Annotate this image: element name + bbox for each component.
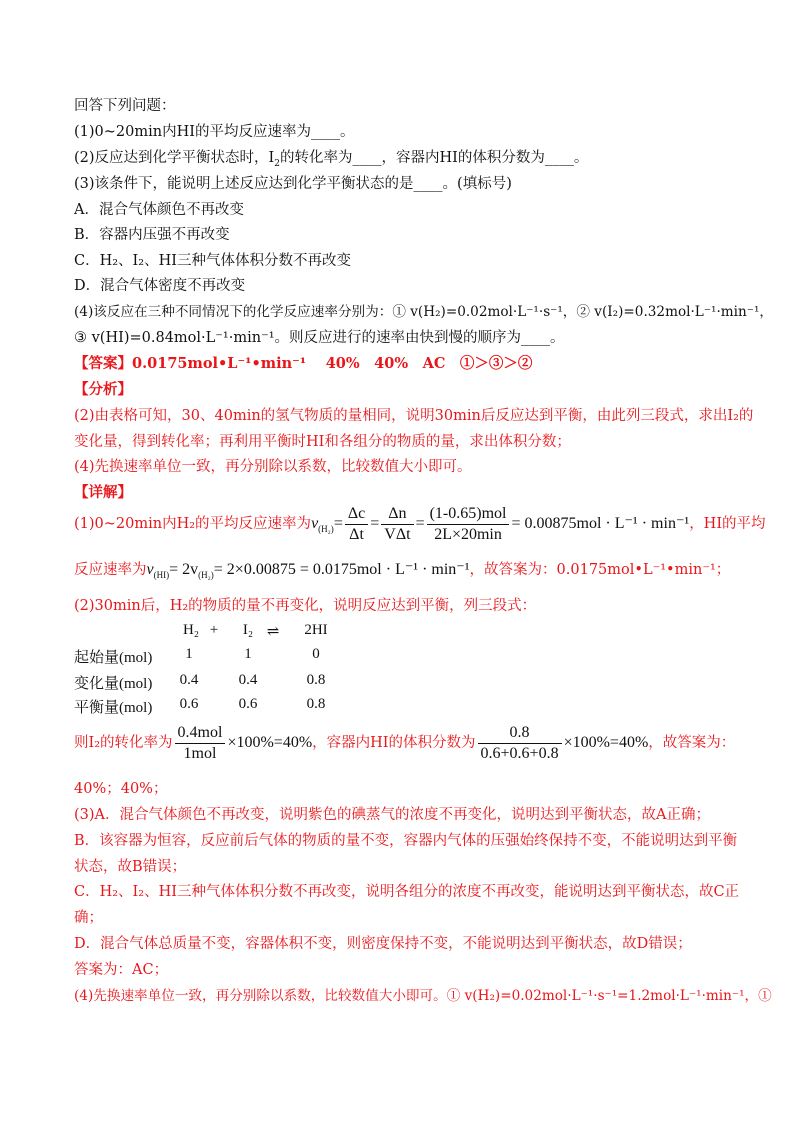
detail-rate-h2-suffix: ，HI的平均 bbox=[689, 516, 766, 532]
detail-line-p13: (4)先换速率单位一致，再分别除以系数，比较数值大小即可。① v(H₂)=0.02mol·L⁻¹·s⁻¹=1.2mol·L⁻¹·min⁻¹，① bbox=[74, 988, 772, 1004]
table-header-equilibrium-arrow: ⇌ bbox=[266, 624, 280, 640]
analysis-line-1: (2)由表格可知，30、40min的氢气物质的量相同，说明30min后反应达到平衡，由此列三段式，求出I₂的 bbox=[74, 408, 754, 424]
conversion-formula: $\frac{\text{0.4mol}}{\text{1mol}}$ ×100%=40% bbox=[173, 734, 313, 751]
question-2-part-b: 的转化率为____，容器内HI的体积分数为____。 bbox=[280, 150, 589, 166]
table-row-initial bbox=[74, 646, 474, 668]
question-4-line-1: (4)该反应在三种不同情况下的化学反应速率分别为：① v(H₂)=0.02mol·L⁻¹·s⁻¹，② v(I₂)=0.32mol·L⁻¹·min⁻¹， bbox=[74, 304, 773, 320]
detail-conversion-line bbox=[74, 722, 735, 764]
detail-line-p8: 状态，故B错误； bbox=[74, 859, 187, 875]
detail-rate-hi-line bbox=[74, 560, 730, 580]
detail-equilibrium-intro: (2)30min后，H₂的物质的量不再变化，说明反应达到平衡，列三段式： bbox=[74, 598, 537, 614]
table-header-plus: + bbox=[209, 622, 219, 638]
table-cell: 0 bbox=[312, 646, 320, 662]
question-3: (3)该条件下，能说明上述反应达到化学平衡状态的是____。(填标号) bbox=[74, 176, 512, 192]
detail-rate-hi-prefix: 反应速率为 bbox=[74, 562, 147, 578]
detail-rate-hi-suffix: ，故答案为：0.0175mol•L⁻¹•min⁻¹； bbox=[469, 562, 731, 578]
volume-fraction-formula: $\frac{0.8}{0.6+0.6+0.8}$ ×100%=40% bbox=[476, 734, 649, 751]
table-row-equilibrium bbox=[74, 696, 474, 718]
detail-header: 【详解】 bbox=[74, 484, 132, 501]
analysis-header: 【分析】 bbox=[74, 381, 132, 398]
table-cell: 0.8 bbox=[306, 696, 326, 712]
rate-formula-h2: $v_{(H_2)}=$ $\frac{\Delta c}{\Delta t}$ = $\frac{\Delta n}{\text{VΔt}}$ = $\frac{\text{(1-0.65)mol}}{2L\times 20\min}$ = 0.00875mol · L⁻¹ · min⁻¹ bbox=[311, 504, 690, 543]
analysis-line-3: (4)先换速率单位一致，再分别除以系数，比较数值大小即可。 bbox=[74, 459, 472, 475]
question-2-part-a: (2)反应达到化学平衡状态时，I bbox=[74, 150, 275, 166]
detail-line-p6: (3)A．混合气体颜色不再改变，说明紫色的碘蒸气的浓度不再变化，说明达到平衡状态，故A正确； bbox=[74, 807, 710, 823]
option-a: A．混合气体颜色不再改变 bbox=[74, 202, 244, 218]
table-row-label: 平衡量(mol) bbox=[74, 700, 153, 716]
table-cell: 0.6 bbox=[179, 696, 199, 712]
table-header-h2: H₂ bbox=[182, 622, 200, 638]
detail-conversion-suffix: ，故答案为： bbox=[648, 735, 736, 751]
detail-rate-h2-prefix: (1)0~20min内H₂的平均反应速率为 bbox=[74, 516, 312, 532]
table-cell: 1 bbox=[244, 646, 252, 662]
detail-line-p9: C．H₂、I₂、HI三种气体体积分数不再改变，说明各组分的浓度不再改变，能说明达到平衡状态，故C正 bbox=[74, 884, 740, 900]
option-b: B．容器内压强不再改变 bbox=[74, 227, 230, 243]
question-4-line-2: ③ v(HI)=0.84mol·L⁻¹·min⁻¹。则反应进行的速率由快到慢的顺序为____。 bbox=[74, 330, 565, 346]
rate-formula-hi: $v_{(HI)}= 2v_{(H_2)}= 2\times 0.00875 = 0.0175mol \cdot L^{-1} \cdot \min^{-1}$ bbox=[146, 561, 470, 581]
analysis-line-2: 变化量，得到转化率；再利用平衡时HI和各组分的物质的量，求出体积分数； bbox=[74, 434, 571, 450]
answer-line: 【答案】0.0175mol•L⁻¹•min⁻¹ 40% 40% AC ①＞③＞② bbox=[74, 355, 533, 372]
detail-line-p10: 确； bbox=[74, 910, 103, 926]
detail-conversion-mid: ，容器内HI的体积分数为 bbox=[312, 735, 476, 751]
detail-rate-h2-line bbox=[74, 503, 766, 545]
intro-text: 回答下列问题： bbox=[74, 98, 176, 114]
option-d: D．混合气体密度不再改变 bbox=[74, 278, 246, 294]
detail-line-p7: B．该容器为恒容，反应前后气体的物质的量不变，容器内气体的压强始终保持不变，不能说明达到平衡 bbox=[74, 833, 738, 849]
table-cell: 0.8 bbox=[306, 672, 326, 688]
question-2: (2)反应达到化学平衡状态时，$I_2$的转化率为____，容器内HI的体积分数为____。 bbox=[74, 150, 589, 169]
table-row-change bbox=[74, 672, 474, 694]
table-cell: 1 bbox=[185, 646, 193, 662]
table-header-i2: I₂ bbox=[242, 622, 254, 638]
question-1: (1)0~20min内HI的平均反应速率为____。 bbox=[74, 124, 355, 140]
table-header-row bbox=[74, 622, 474, 644]
table-cell: 0.4 bbox=[179, 672, 199, 688]
detail-conversion-prefix: 则I₂的转化率为 bbox=[74, 735, 173, 751]
detail-line-p5: 40%；40%； bbox=[74, 781, 168, 797]
table-row-label: 起始量(mol) bbox=[74, 650, 153, 666]
table-cell: 0.6 bbox=[238, 696, 258, 712]
table-cell: 0.4 bbox=[238, 672, 258, 688]
detail-line-p11: D．混合气体总质量不变，容器体积不变，则密度保持不变，不能说明达到平衡状态，故D错误； bbox=[74, 936, 692, 952]
option-c: C．H₂、I₂、HI三种气体体积分数不再改变 bbox=[74, 253, 351, 269]
table-row-label: 变化量(mol) bbox=[74, 676, 153, 692]
detail-line-p12: 答案为：AC； bbox=[74, 962, 169, 978]
table-header-2hi: 2HI bbox=[304, 622, 328, 638]
